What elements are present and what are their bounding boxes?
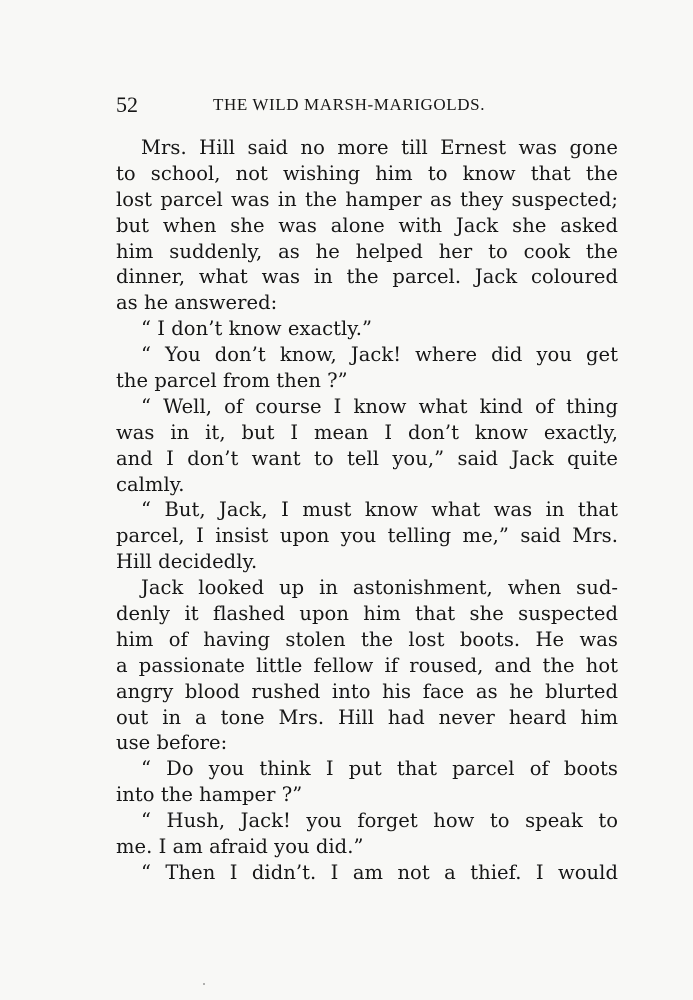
text-line: “ I don’t know exactly.”: [141, 317, 373, 341]
text-line: and I don’t want to tell you,” said Jack quite: [116, 446, 618, 470]
body-text: [116, 135, 618, 886]
text-line: use before:: [116, 731, 228, 755]
text-line: as he answered:: [116, 291, 278, 315]
text-line: “ Hush, Jack! you forget how to speak to: [141, 809, 618, 833]
page-number: 52: [116, 92, 138, 117]
text-line: “ Do you think I put that parcel of boots: [141, 757, 618, 781]
paper-speck: [203, 983, 205, 985]
text-line: him of having stolen the lost boots. He was: [116, 627, 618, 651]
text-line: “ Well, of course I know what kind of thing: [141, 394, 618, 418]
text-line: “ You don’t know, Jack! where did you get: [141, 343, 618, 367]
text-line: the parcel from then ?”: [116, 369, 348, 393]
text-line: angry blood rushed into his face as he blurted: [116, 679, 618, 703]
text-line: out in a tone Mrs. Hill had never heard him: [116, 705, 618, 729]
text-line: calmly.: [116, 472, 185, 496]
text-line: Mrs. Hill said no more till Ernest was gone: [141, 136, 618, 159]
text-line: him suddenly, as he helped her to cook the: [116, 239, 618, 263]
text-line: into the hamper ?”: [116, 783, 303, 807]
text-line: dinner, what was in the parcel. Jack coloured: [116, 265, 618, 289]
text-line: denly it flashed upon him that she suspected: [116, 602, 618, 626]
text-line: parcel, I insist upon you telling me,” said Mrs.: [116, 524, 618, 548]
text-line: “ Then I didn’t. I am not a thief. I would: [141, 860, 618, 884]
text-line: Jack looked up in astonishment, when sud-: [141, 576, 618, 600]
text-line: Hill decidedly.: [116, 550, 258, 574]
text-line: to school, not wishing him to know that the: [116, 161, 618, 185]
text-line: me. I am afraid you did.”: [116, 835, 364, 859]
text-line: was in it, but I mean I don’t know exactly,: [116, 420, 618, 444]
page-header: [116, 90, 614, 120]
text-line: a passionate little fellow if roused, and the hot: [116, 653, 618, 677]
text-line: lost parcel was in the hamper as they suspected;: [116, 187, 618, 211]
text-line: “ But, Jack, I must know what was in that: [141, 498, 618, 522]
text-line: but when she was alone with Jack she asked: [116, 213, 618, 237]
running-title: THE WILD MARSH-MARIGOLDS.: [213, 95, 486, 114]
